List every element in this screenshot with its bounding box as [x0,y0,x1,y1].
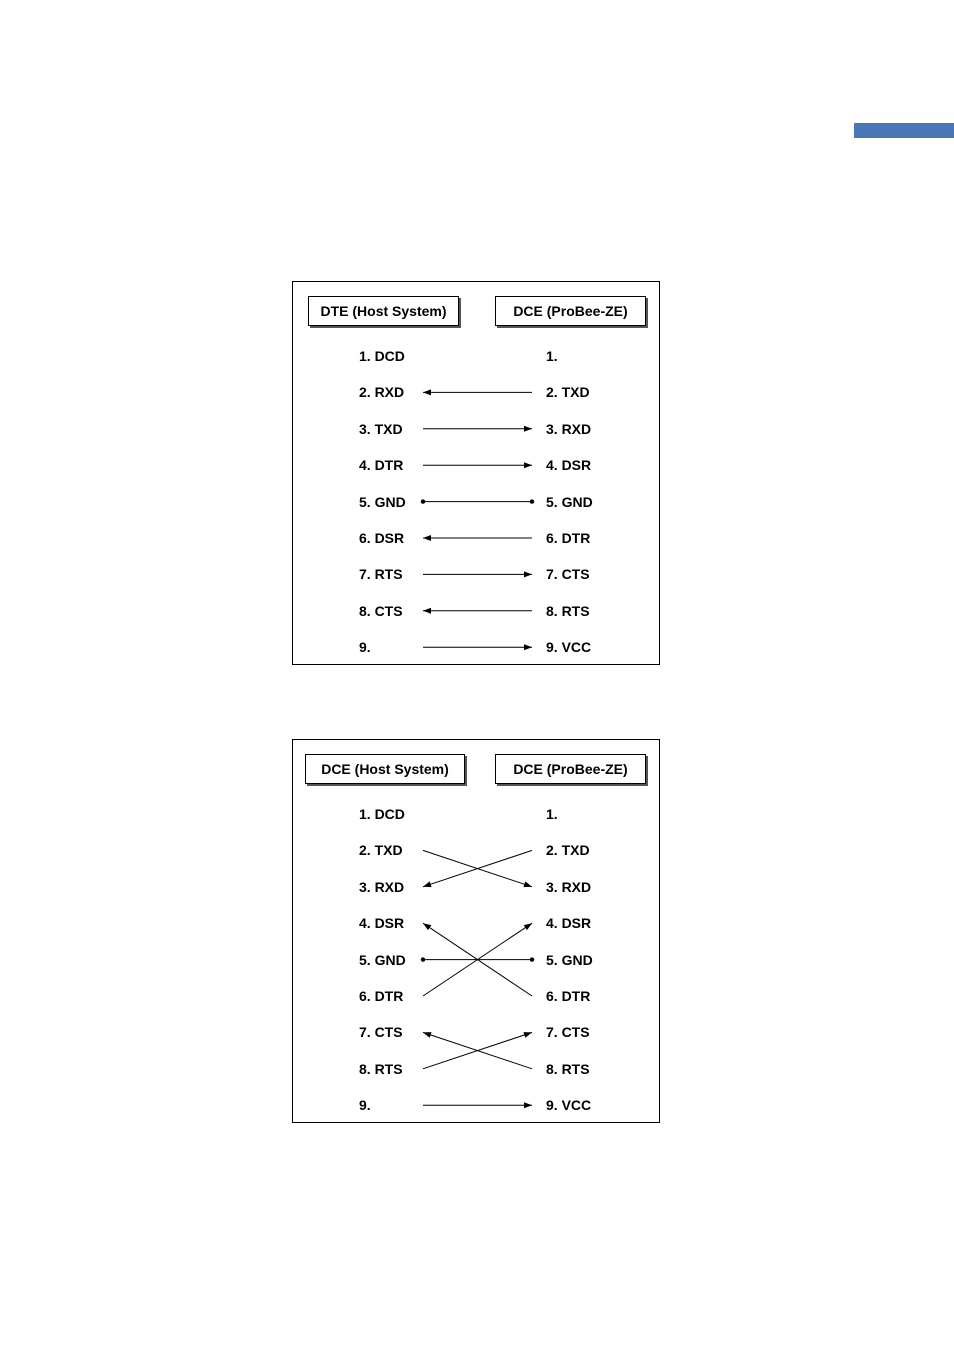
right-pin-2: 2. TXD [546,842,590,859]
arrowhead [524,644,532,650]
wire-left9-to-right9 [423,644,532,650]
left-pin-7: 7. RTS [359,566,403,583]
wire-right6-to-left6 [423,535,532,541]
arrowhead [423,389,431,395]
left-pin-4: 4. DSR [359,915,405,932]
wire-right2-to-left2 [423,389,532,395]
wire-right8-to-left8 [423,608,532,614]
left-pin-9: 9. [359,1097,371,1114]
wire-left4-to-right4 [423,462,532,468]
wire-end-dot [421,957,425,961]
right-device-header: DCE (ProBee-ZE) [495,296,646,326]
left-pin-9: 9. [359,639,371,656]
wiring-lines [293,282,661,666]
dte-to-dce-wiring-diagram [292,281,660,665]
left-pin-3: 3. TXD [359,420,403,437]
right-pin-4: 4. DSR [546,457,592,474]
left-pin-1: 1. DCD [359,806,405,822]
arrowhead [524,1102,532,1108]
right-pin-1: 1. [546,806,558,822]
wire-left7-to-right7 [423,571,532,577]
left-device-header: DCE (Host System) [305,754,465,784]
arrowhead [524,462,532,468]
right-pin-9: 9. VCC [546,639,592,656]
right-pin-8: 8. RTS [546,602,590,619]
arrowhead [523,1032,532,1038]
right-pin-6: 6. DTR [546,988,591,1004]
wire-left9-to-right9 [423,1102,532,1108]
right-pin-3: 3. RXD [546,878,592,895]
right-pin-9: 9. VCC [546,1097,592,1114]
dce-to-dce-wiring-diagram [292,739,660,1123]
wire-end-dot [421,499,425,503]
arrowhead [523,881,532,887]
left-pin-6: 6. DSR [359,530,405,546]
left-pin-5: 5. GND [359,493,406,510]
right-pin-5: 5. GND [546,951,593,968]
right-device-header: DCE (ProBee-ZE) [495,754,646,784]
arrowhead [423,608,431,614]
wire-left5-to-right5 [421,957,534,961]
arrowhead [423,535,431,541]
wire-left5-to-right5 [421,499,534,503]
right-pin-7: 7. CTS [546,566,590,583]
wire-end-dot [530,499,534,503]
left-device-header: DTE (Host System) [308,296,459,326]
arrowhead [423,923,431,930]
right-pin-1: 1. [546,348,558,364]
left-pin-2: 2. RXD [359,384,405,401]
right-pin-8: 8. RTS [546,1060,590,1077]
right-pin-3: 3. RXD [546,420,592,437]
right-pin-2: 2. TXD [546,384,590,401]
arrowhead [524,426,532,432]
right-pin-7: 7. CTS [546,1024,590,1041]
wire-end-dot [530,957,534,961]
wire-left3-to-right3 [423,426,532,432]
left-pin-8: 8. CTS [359,602,403,619]
arrowhead [423,881,432,887]
arrowhead [524,571,532,577]
left-pin-6: 6. DTR [359,988,404,1004]
right-pin-5: 5. GND [546,493,593,510]
left-pin-2: 2. TXD [359,842,403,859]
arrowhead [423,1032,432,1038]
wiring-lines [293,740,661,1124]
right-pin-4: 4. DSR [546,915,592,932]
right-pin-6: 6. DTR [546,530,591,546]
left-pin-8: 8. RTS [359,1060,403,1077]
left-pin-5: 5. GND [359,951,406,968]
section-accent-bar [854,123,954,138]
left-pin-4: 4. DTR [359,457,404,474]
left-pin-1: 1. DCD [359,348,405,364]
left-pin-7: 7. CTS [359,1024,403,1041]
left-pin-3: 3. RXD [359,878,405,895]
arrowhead [524,923,532,930]
